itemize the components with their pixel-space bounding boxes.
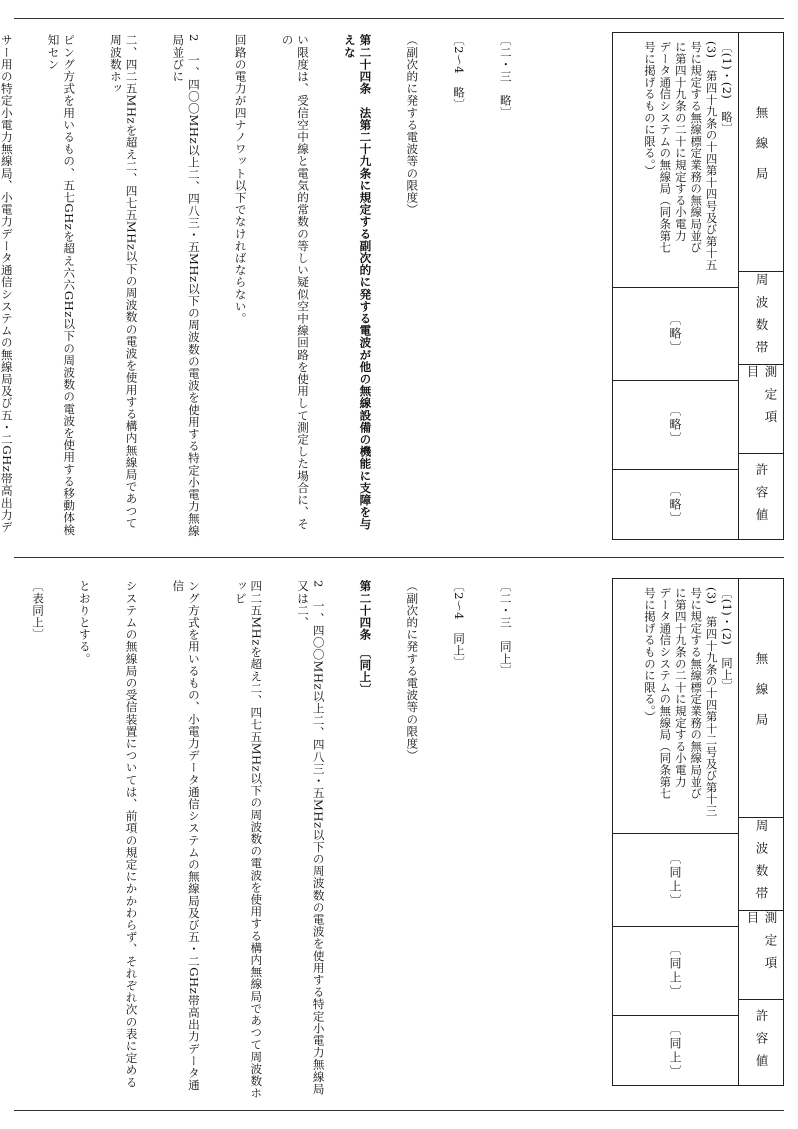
upper-frequency-cell: 〔略〕 bbox=[613, 288, 738, 381]
text-line: 四二五MHzを超え二、四七五MHz以下の周波数の電波を使用する構内無線局であつて周波数ホッピ bbox=[233, 580, 264, 1099]
upper-allowance-cell: 〔略〕 bbox=[668, 483, 682, 526]
header-measurement-item: 測定項目 bbox=[739, 911, 783, 1000]
lower-table bbox=[612, 578, 784, 1086]
text-line: い限度は、受信空中線と電気的常数の等しい疑似空中線回路を使用して測定した場合に、その bbox=[280, 34, 311, 531]
text-line: 2 一、四〇〇MHz以上二、四八三・五MHz以下の周波数の電波を使用する特定小電力無線局並びに bbox=[171, 34, 201, 537]
text-line: ピング方式を用いるもの、五七GHzを超え六六GHz以下の周波数の電波を使用する移動体検知セン bbox=[46, 34, 77, 536]
header-station: 無線局 bbox=[739, 33, 783, 272]
text-line: 〔表同上〕 bbox=[31, 580, 45, 641]
lower-table-body-col bbox=[613, 579, 738, 1085]
text-line: 〔二・三 同上〕 bbox=[498, 580, 513, 677]
text-line: （副次的に発する電波等の限度） bbox=[405, 34, 420, 216]
article-24-line: 第二十四条 〔同上〕 bbox=[358, 580, 373, 696]
lower-body-text bbox=[31, 580, 544, 1100]
text-line: 〔二・三 略〕 bbox=[498, 34, 513, 119]
upper-table-body-col bbox=[613, 33, 738, 539]
revised-text-section bbox=[0, 20, 784, 550]
header-frequency: 周波数帯 bbox=[739, 818, 783, 911]
text-line: 二、四二五MHzを超え二、四七五MHz以下の周波数の電波を使用する構内無線局であつて周波数ホッ bbox=[108, 34, 139, 529]
lower-frequency-cell: 〔同上〕 bbox=[613, 834, 738, 927]
text-line: （副次的に発する電波等の限度） bbox=[405, 580, 420, 762]
upper-measurement-cell: 〔略〕 bbox=[613, 381, 738, 470]
text-line: システムの無線局の受信装置については、前項の規定にかかわらず、それぞれ次の表に定める bbox=[124, 580, 139, 1089]
upper-table bbox=[612, 32, 784, 540]
current-text-section bbox=[14, 566, 784, 1110]
text-line: サー用の特定小電力無線局、小電力データ通信システムの無線局及び五・二GHz帯高出力デ bbox=[0, 34, 14, 533]
lower-station-cell: 〔(1)・(2) 同上〕 (3) 第四十九条の十四第十二号及び第十三 号に規定する無線標定業務の無線局並び に第四十九条の二十に規定する小電力 データ通信システムの無線局（同条第七 号に掲げるものに限る。） bbox=[613, 579, 738, 834]
upper-station-cell: 〔(1)・(2) 略〕 (3) 第四十九条の十四第十四号及び第十五 号に規定する無線標定業務の無線局並び に第四十九条の二十に規定する小電力 データ通信システムの無線局（同条第七 号に掲げるものに限る。） bbox=[613, 33, 738, 288]
text-line: 2 一、四〇〇MHz以上二、四八三・五MHz以下の周波数の電波を使用する特定小電力無線局又は二、 bbox=[296, 580, 326, 1095]
middle-rule bbox=[14, 557, 784, 558]
text-line: 回路の電力が四ナノワット以下でなければならない。 bbox=[233, 34, 248, 325]
lower-table-header-col bbox=[738, 579, 783, 1085]
text-line: 〔2～4 略〕 bbox=[452, 34, 467, 111]
article-24-line: 第二十四条 法第二十九条に規定する副次的に発する電波が他の無線設備の機能に支障を与えな bbox=[342, 34, 373, 531]
header-allowance: 許容値 bbox=[754, 462, 769, 531]
lower-allowance-cell: 〔同上〕 bbox=[668, 1022, 682, 1079]
header-frequency: 周波数帯 bbox=[739, 272, 783, 365]
text-line: とおりとする。 bbox=[77, 580, 92, 665]
upper-body-text bbox=[0, 34, 544, 538]
bottom-rule bbox=[14, 1110, 784, 1111]
header-station: 無線局 bbox=[739, 579, 783, 818]
header-measurement-item: 測定項目 bbox=[739, 365, 783, 454]
top-rule bbox=[14, 18, 784, 19]
text-line: 〔2～4 同上〕 bbox=[452, 580, 467, 669]
header-allowance: 許容値 bbox=[754, 1008, 769, 1077]
text-line: ング方式を用いるもの、小電力データ通信システムの無線局及び五・二GHz帯高出力データ通信 bbox=[171, 580, 201, 1091]
upper-table-header-col bbox=[738, 33, 783, 539]
lower-measurement-cell: 〔同上〕 bbox=[613, 927, 738, 1016]
